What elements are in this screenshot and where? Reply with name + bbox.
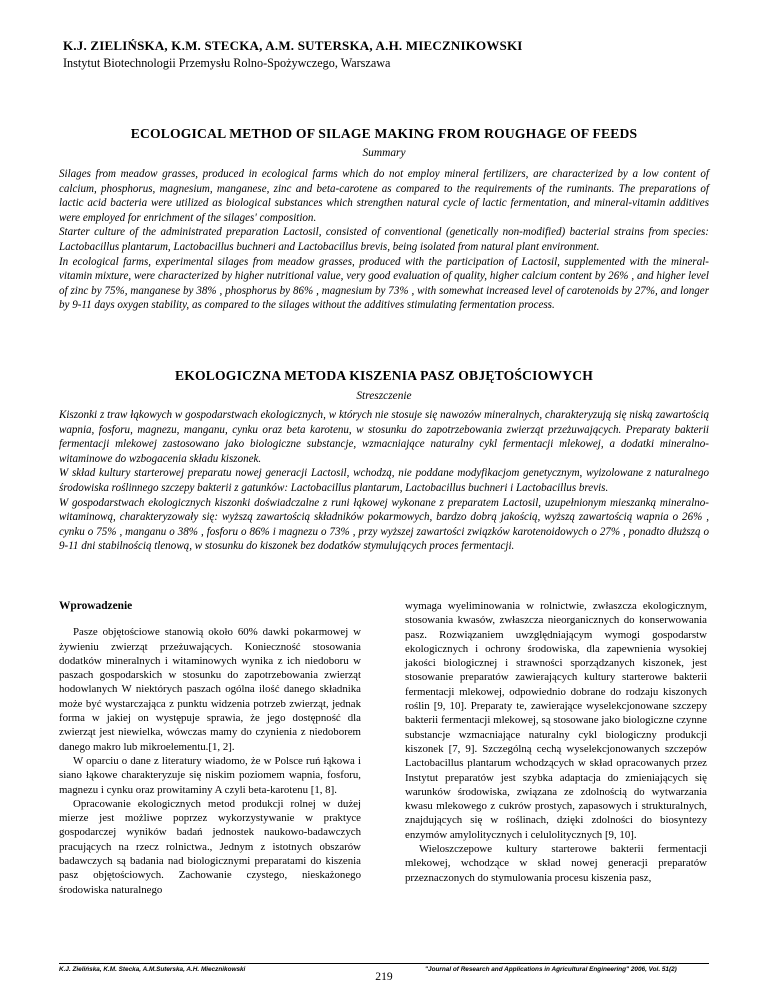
section-heading: Wprowadzenie <box>59 600 133 612</box>
abstract-paragraph: Kiszonki z traw łąkowych w gospodarstwach ekologicznych, w których nie stosuje się nawozów mineralnych, charakteryzują się niską zawartością wapnia, fosforu, magnezu, manganu, cynku oraz beta karotenu, w stosunku do zapotrzebowania zwierząt przeżuwających. Preparaty bakterii fermentacji mlekowej zastosowano jako biologiczne substancje, wzmacniające naturalny cykl fermentacji mlekowej, a dodatki mineralno-witaminowe do wzbogacenia składu kiszonek. <box>59 409 709 465</box>
english-title: ECOLOGICAL METHOD OF SILAGE MAKING FROM ROUGHAGE OF FEEDS <box>130 126 638 141</box>
abstract-paragraph: W gospodarstwach ekologicznych kiszonki doświadczalne z runi łąkowej wykonane z preparatem Lactosil, uzupełnionym mieszanką mineralno-witaminową, charakteryzowały się: wyższą zawartością składników pokarmowych, bardzo dobrą jakością, wyższą zawartością wapnia o 26% , cynku o 75% , manganu o 38% , fosforu o 86% i magnezu o 73% , przy wyższej zawartości związków karotenoidowych o 27% , ponadto dłuższą o 9-11 dni stabilnością tlenową, w stosunku do kiszonek bez dodatków stymulujących proces fermentacji. <box>59 496 709 553</box>
left-column <box>59 599 361 897</box>
abstract-paragraph: Starter culture of the administrated preparation Lactosil, consisted of conventional (genetically non-modified) bacterial strains from species: Lactobacillus plantarum, Lactobacillus buchneri and Lactobacillus brevis, being isolated from natural plant environment. <box>59 226 709 253</box>
body-paragraph: wymaga wyeliminowania w rolnictwie, zwłaszcza ekologicznym, stosowania kwasów, zwłaszcza nieorganicznych do konserwowania pasz. Rozwiązaniem uwzględniającym wymogi gospodarstw ekologicznych i ochrony środowiska, dla zapewnienia wysokiej jakości biologicznej i strawności sporządzanych kiszonek, jest stosowanie preparatów zawierających kultury starterowe bakterii fermentacji mlekowej, odpowiednio dobrane do rodzaju kiszonych roślin [9, 10]. Preparaty te, zawierające wyselekcjonowane szczepy bakterii fermentacji mlekowej, są stosowane jako biologiczne czynne substancje wzmacniające naturalny cykl biologiczny produkcji kiszonek [7, 9]. Szczególną cechą wyselekcjonowanych szczepów Lactobacillus plantarum wchodzących w skład opracowanych przez Instytut preparatów jest szybka adaptacja do zmieniających się warunków środowiska, związana ze zdolnością do wytwarzania kwasu mlekowego z cukrów prostych, zapasowych i strukturalnych, znajdujących się w roślinach, dzięki zdolności do biosyntezy enzymów amylolitycznych i celulolitycznych [9, 10]. <box>405 600 707 841</box>
polish-title: EKOLOGICZNA METODA KISZENIA PASZ OBJĘTOŚCIOWYCH <box>174 368 594 383</box>
authors-line: K.J. ZIELIŃSKA, K.M. STECKA, A.M. SUTERSKA, A.H. MIECZNIKOWSKI <box>63 38 523 53</box>
page-number: 219 <box>375 970 393 983</box>
streszczenie-label: Streszczenie <box>356 390 412 402</box>
footer-journal: "Journal of Research and Applications in Agricultural Engineering" 2006, Vol. 51(2) <box>425 966 677 973</box>
body-paragraph: W oparciu o dane z literatury wiadomo, że w Polsce ruń łąkowa i siano łąkowe charakteryzuje się niskim poziomem wapnia, fosforu, magnezu i cynku oraz prowitaminy A czyli beta-karotenu [1, 8]. <box>59 754 361 796</box>
abstract-paragraph: In ecological farms, experimental silages from meadow grasses, produced with the participation of Lactosil, supplemented with the mineral-vitamin mixture, were characterized by higher nutritional value, very good evaluation of quality, higher calcium content by 26% , and higher level of zinc by 75%, manganese by 38% , phosphorus by 86% , magnesium by 73% , with somewhat increased level of carotenoids by 27%, and longer by 9-11 days oxygen stability, as compared to the silages without the additives stimulating fermentation process. <box>59 255 709 312</box>
abstract-paragraph: Silages from meadow grasses, produced in ecological farms which do not employ mineral fertilizers, are characterized by a low content of calcium, phosphorus, magnesium, manganese, zinc and beta-carotene as compared to the requirements of the ruminants. The preparations of lactic acid bacteria were utilized as biological substances which strengthen natural cycle of lactic fermentation, and mineral-vitamin additives were employed for enrichment of the silages' composition. <box>59 168 709 224</box>
footer-authors: K.J. Zielińska, K.M. Stecka, A.M.Suterska, A.H. Miecznikowski <box>59 966 246 973</box>
english-abstract <box>59 167 709 313</box>
summary-label: Summary <box>362 147 406 159</box>
abstract-paragraph: W skład kultury starterowej preparatu nowej generacji Lactosil, wchodzą, nie poddane modyfikacjom genetycznym, wyizolowane z naturalnego środowiska roślinnego szczepy bakterii z gatunków: Lactobacillus plantarum, Lactobacillus buchneri i Lactobacillus brevis. <box>59 467 709 494</box>
institute-line: Instytut Biotechnologii Przemysłu Rolno-Spożywczego, Warszawa <box>63 56 391 70</box>
right-column <box>405 599 707 885</box>
body-paragraph: Wieloszczepowe kultury starterowe bakterii fermentacji mlekowej, wchodzące w skład nowej generacji preparatów przeznaczonych do stymulowania procesu kiszenia pasz, <box>405 843 707 884</box>
footer-divider <box>59 963 709 964</box>
body-paragraph: Opracowanie ekologicznych metod produkcji rolnej w dużej mierze jest możliwe poprzez wykorzystywanie w praktyce gospodarczej wyników badań jednostek naukowo-badawczych pracujących na rzecz rolnictwa., Jednym z istotnych obszarów badawczych są badania nad biologicznymi preparatami do kiszenia pasz objętościowych. Zachowanie czystego, nieskażonego środowiska naturalnego <box>59 797 361 896</box>
polish-abstract <box>59 408 709 554</box>
body-paragraph: Pasze objętościowe stanowią około 60% dawki pokarmowej w żywieniu zwierząt przeżuwających. Konieczność stosowania dodatków mineralnych i witaminowych wynika z ich niedoboru w paszach gospodarskich w stosunku do zapotrzebowania zwierząt hodowlanych W niektórych paszach ogólna ilość danego składnika może być wystarczająca z punktu widzenia potrzeb zwierząt, jednak forma w jakiej on występuje sprawia, że jego dostępność dla zwierząt jest niewielka, wówczas mamy do czynienia z niedoborem danego makro lub mikroelementu.[1, 2]. <box>59 626 361 753</box>
